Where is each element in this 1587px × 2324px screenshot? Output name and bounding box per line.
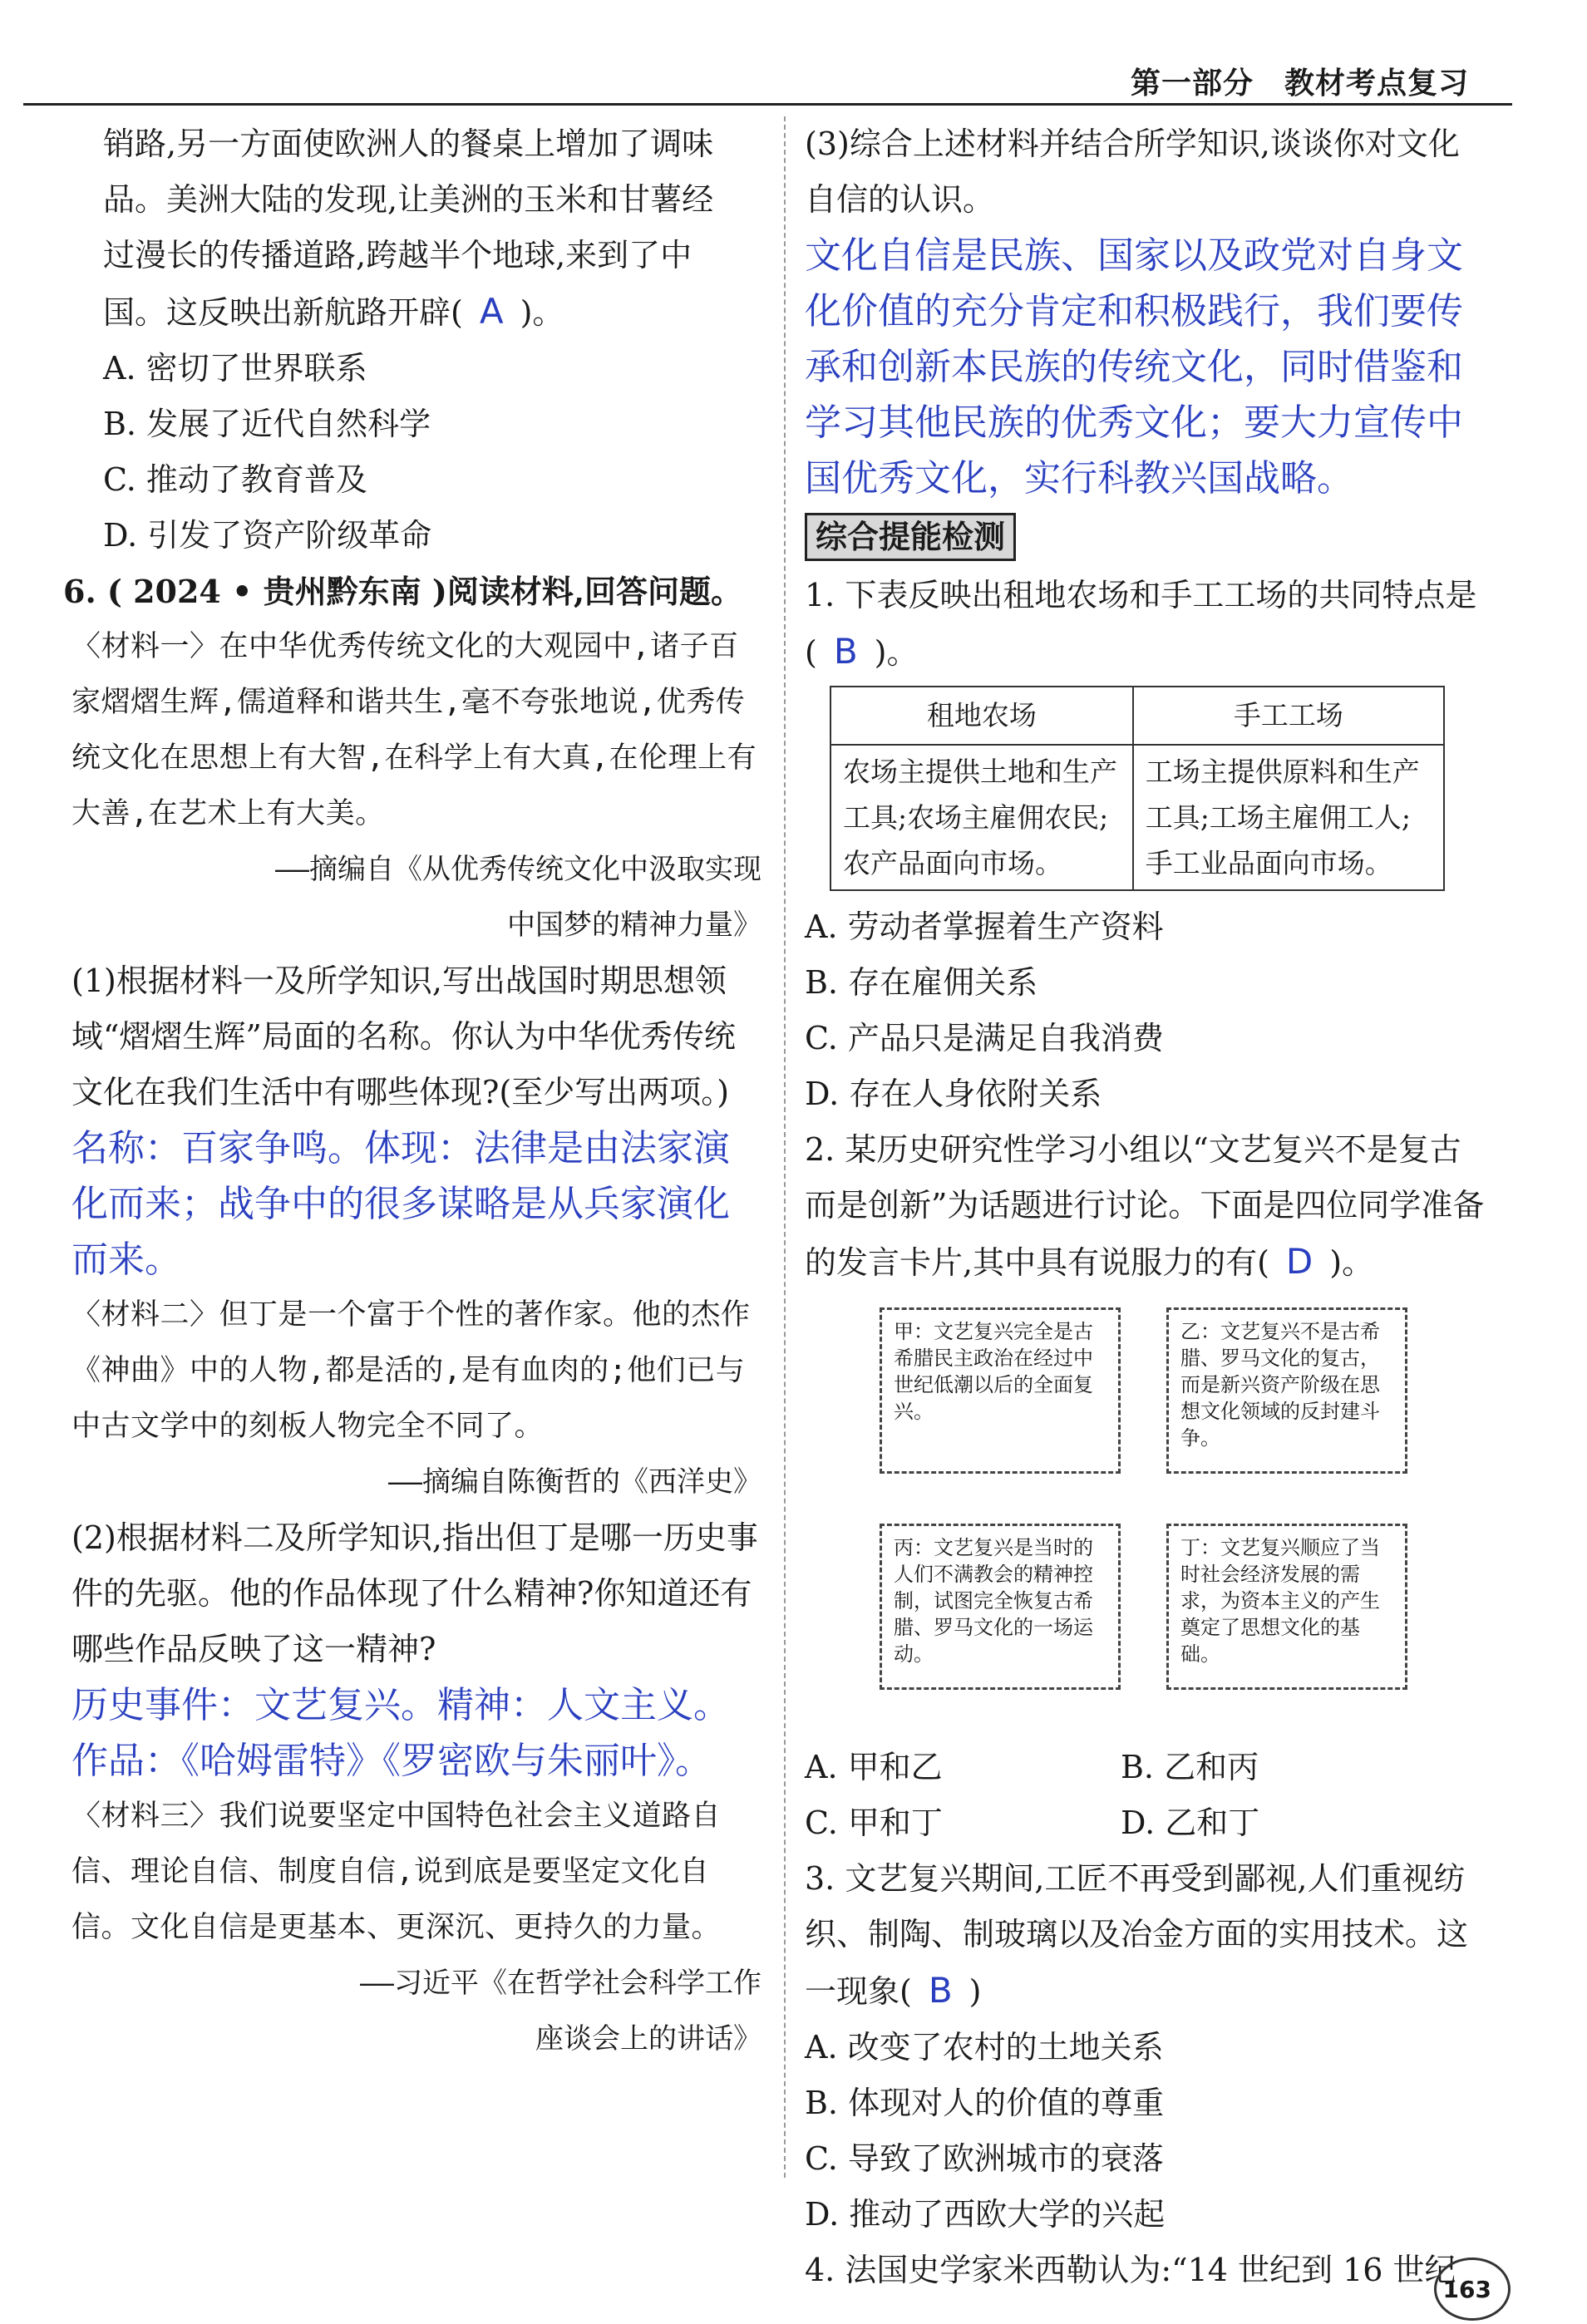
q6-part-1: (1)根据材料一及所学知识,写出战国时期思想领域“熠熠生辉”局面的名称。你认为中华优秀传统文化在我们生活中有哪些体现?(至少写出两项。): [71, 963, 736, 1110]
q1-option-d: D. 存在人身依附关系: [805, 1076, 1102, 1112]
answer-q6-2: 历史事件：文艺复兴。精神：人文主义。作品：《哈姆雷特》《罗密欧与朱丽叶》。: [71, 1684, 730, 1782]
speech-card-yi: 乙：文艺复兴不是古希腊、罗马文化的复古，而是新兴资产阶级在思想文化领域的反封建斗争。: [1166, 1307, 1407, 1474]
section-badge: 综合提能检测: [805, 513, 1016, 561]
table-row: [830, 745, 1444, 890]
q6-stem: 6. ( 2024 • 贵州黔东南 )阅读材料,回答问题。: [63, 573, 743, 610]
q3-option-c: C. 导致了欧洲城市的衰落: [805, 2140, 1164, 2177]
q3-stem: [805, 1851, 1486, 2020]
q5-line-4: [71, 283, 761, 341]
q3-close: ): [968, 1973, 982, 2010]
q5-line-1: 销路,另一方面使欧洲人的餐桌上增加了调味: [103, 126, 714, 162]
q1-option-b: B. 存在雇佣关系: [805, 964, 1038, 1001]
answer-q6-1: 名称：百家争鸣。体现：法律是由法家演化而来；战争中的很多谋略是从兵家演化而来。: [71, 1127, 730, 1281]
material-1: 〈材料一〉在中华优秀传统文化的大观园中,诸子百家熠熠生辉,儒道释和谐共生,毫不夸张地说,优秀传统文化在思想上有大智,在科学上有大真,在伦理上有大善,在艺术上有大美。: [71, 630, 757, 830]
q1-stem: [805, 568, 1486, 681]
q2-options-row-2: [805, 1795, 1486, 1851]
q6-part-3: (3)综合上述材料并结合所学知识,谈谈你对文化自信的认识。: [805, 126, 1460, 218]
column-divider: [784, 116, 786, 2178]
q3-option-a: A. 改变了农村的土地关系: [805, 2029, 1164, 2066]
q2-option-a: A. 甲和乙: [805, 1749, 943, 1785]
q5-option-b: B. 发展了近代自然科学: [103, 406, 431, 442]
answer-q6-3: 文化自信是民族、国家以及政党对自身文化价值的充分肯定和积极践行，我们要传承和创新本民族的传统文化，同时借鉴和学习其他民族的优秀文化；要大力宣传中国优秀文化，实行科教兴国战略。: [805, 234, 1463, 500]
material-1-source-1: ——摘编自《从优秀传统文化中汲取实现: [275, 853, 761, 886]
q2-option-b: B. 乙和丙: [1121, 1749, 1259, 1785]
q2-answer: D: [1285, 1241, 1313, 1282]
material-2-source: ——摘编自陈衡哲的《西洋史》: [388, 1465, 761, 1499]
table-cell: 工场主提供原料和生产工具;工场主雇佣工人;手工业品面向市场。: [1133, 745, 1444, 890]
q3-stem-text: 3. 文艺复兴期间,工匠不再受到鄙视,人们重视纺织、制陶、制玻璃以及冶金方面的实用技术。这一现象(: [805, 1860, 1469, 2010]
table-header-row: [830, 687, 1444, 745]
speech-card-jia: 甲：文艺复兴完全是古希腊民主政治在经过中世纪低潮以后的全面复兴。: [880, 1307, 1121, 1474]
q2-stem: [805, 1122, 1486, 1291]
q5-line-2: 品。美洲大陆的发现,让美洲的玉米和甘薯经: [103, 181, 714, 218]
q5-option-c: C. 推动了教育普及: [103, 461, 367, 498]
q2-option-d: D. 乙和丁: [1121, 1805, 1260, 1841]
q5-line-4-text: 国。这反映出新航路开辟(: [103, 294, 463, 331]
q2-option-c: C. 甲和丁: [805, 1805, 943, 1841]
q1-option-a: A. 劳动者掌握着生产资料: [805, 908, 1164, 945]
right-column: [805, 116, 1486, 2298]
q2-options-row-1: [805, 1740, 1486, 1795]
material-1-source-2: 中国梦的精神力量》: [507, 908, 761, 942]
q5-option-a: A. 密切了世界联系: [103, 350, 367, 387]
q5-answer: A: [479, 291, 504, 332]
q5-option-d: D. 引发了资产阶级革命: [103, 517, 432, 554]
q3-answer: B: [928, 1970, 953, 2011]
table-cell: 农场主提供土地和生产工具;农场主雇佣农民;农产品面向市场。: [830, 745, 1133, 890]
header-title: 第一部分 教材考点复习: [1130, 66, 1469, 101]
q1-close: )。: [874, 634, 919, 671]
q2-stem-text: 2. 某历史研究性学习小组以“文艺复兴不是复古而是创新”为话题进行讨论。下面是四位同学准备的发言卡片,其中具有说服力的有(: [805, 1131, 1485, 1281]
table-header: 租地农场: [830, 687, 1133, 745]
q4-stem: 4. 法国史学家米西勒认为:“14 世纪到 16 世纪: [805, 2252, 1456, 2288]
comparison-table: [830, 686, 1445, 891]
q2-close: )。: [1329, 1244, 1374, 1281]
page-number: 163: [1442, 2276, 1491, 2303]
q3-option-b: B. 体现对人的价值的尊重: [805, 2085, 1165, 2121]
q1-stem-text: 1. 下表反映出租地农场和手工工场的共同特点是(: [805, 577, 1477, 671]
section-heading: [805, 506, 1486, 568]
speech-card-bing: 丙：文艺复兴是当时的人们不满教会的精神控制，试图完全恢复古希腊、罗马文化的一场运动。: [880, 1524, 1121, 1690]
left-column: [63, 116, 761, 2067]
q1-answer: B: [833, 631, 858, 672]
material-2: 〈材料二〉但丁是一个富于个性的著作家。他的杰作《神曲》中的人物,都是活的,是有血肉的;他们已与中古文学中的刻板人物完全不同了。: [71, 1298, 751, 1443]
speech-card-ding: 丁：文艺复兴顺应了当时社会经济发展的需求，为资本主义的产生奠定了思想文化的基础。: [1166, 1524, 1407, 1690]
q5-line-3: 过漫长的传播道路,跨越半个地球,来到了中: [103, 237, 692, 273]
q6-part-2: (2)根据材料二及所学知识,指出但丁是哪一历史事件的先驱。他的作品体现了什么精神?你知道还有哪些作品反映了这一精神?: [71, 1519, 758, 1667]
speech-cards: [880, 1307, 1428, 1723]
material-3: 〈材料三〉我们说要坚定中国特色社会主义道路自信、理论自信、制度自信,说到底是要坚定文化自信。文化自信是更基本、更深沉、更持久的力量。: [71, 1800, 722, 1944]
table-header: 手工工场: [1133, 687, 1444, 745]
q5-close: )。: [520, 294, 564, 331]
material-3-source-2: 座谈会上的讲话》: [535, 2022, 761, 2056]
q3-option-d: D. 推动了西欧大学的兴起: [805, 2196, 1166, 2233]
q1-option-c: C. 产品只是满足自我消费: [805, 1020, 1164, 1056]
header-rule: [23, 103, 1512, 106]
material-3-source-1: ——习近平《在哲学社会科学工作: [360, 1967, 761, 2000]
